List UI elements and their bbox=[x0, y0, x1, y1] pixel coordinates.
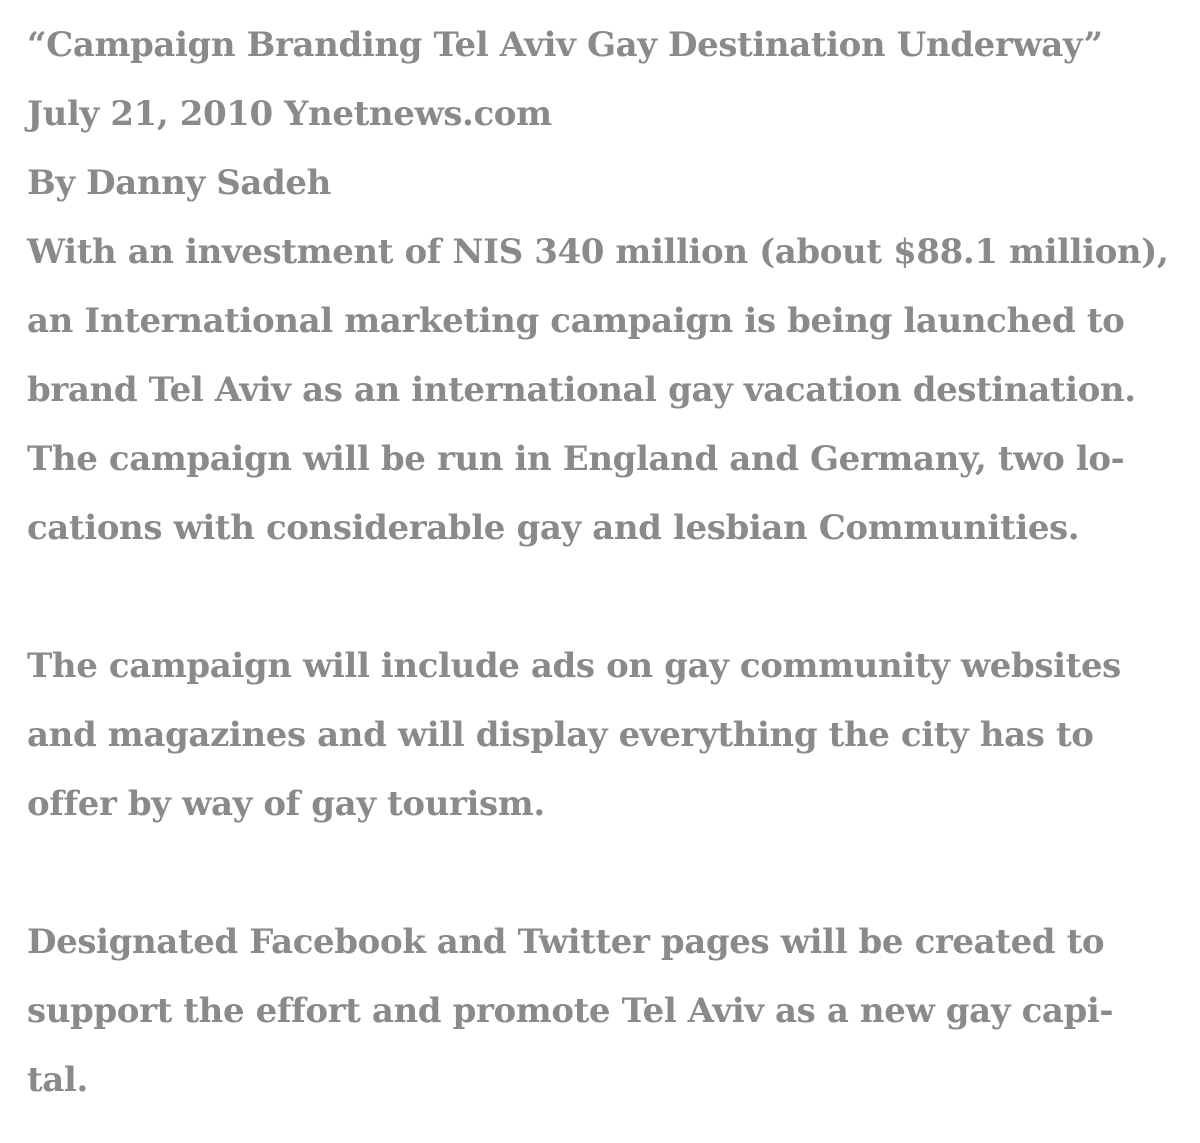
paragraph-3 bbox=[27, 908, 1187, 1115]
paragraph-spacer bbox=[27, 563, 1187, 632]
paragraph-line: support the effort and promote Tel Aviv as a new gay capi- bbox=[27, 991, 1114, 1031]
paragraph-1 bbox=[27, 218, 1187, 563]
headline: “Campaign Branding Tel Aviv Gay Destination Underway” bbox=[27, 25, 1103, 65]
article bbox=[27, 0, 1187, 1115]
paragraph-line: an International marketing campaign is being launched to bbox=[27, 301, 1125, 341]
paragraph-spacer bbox=[27, 839, 1187, 908]
byline: By Danny Sadeh bbox=[27, 163, 331, 203]
paragraph-line: brand Tel Aviv as an international gay vacation destination. bbox=[27, 370, 1136, 410]
paragraph-line: tal. bbox=[27, 1060, 88, 1100]
paragraph-line: The campaign will be run in England and Germany, two lo- bbox=[27, 439, 1125, 479]
date-source: July 21, 2010 Ynetnews.com bbox=[27, 94, 552, 134]
paragraph-line: With an investment of NIS 340 million (about $88.1 million), bbox=[27, 232, 1169, 272]
paragraph-line: Designated Facebook and Twitter pages will be created to bbox=[27, 922, 1105, 962]
paragraph-line: offer by way of gay tourism. bbox=[27, 784, 545, 824]
paragraph-line: The campaign will include ads on gay community websites bbox=[27, 646, 1121, 686]
paragraph-2 bbox=[27, 632, 1187, 839]
paragraph-line: cations with considerable gay and lesbian Communities. bbox=[27, 508, 1080, 548]
paragraph-line: and magazines and will display everything the city has to bbox=[27, 715, 1094, 755]
